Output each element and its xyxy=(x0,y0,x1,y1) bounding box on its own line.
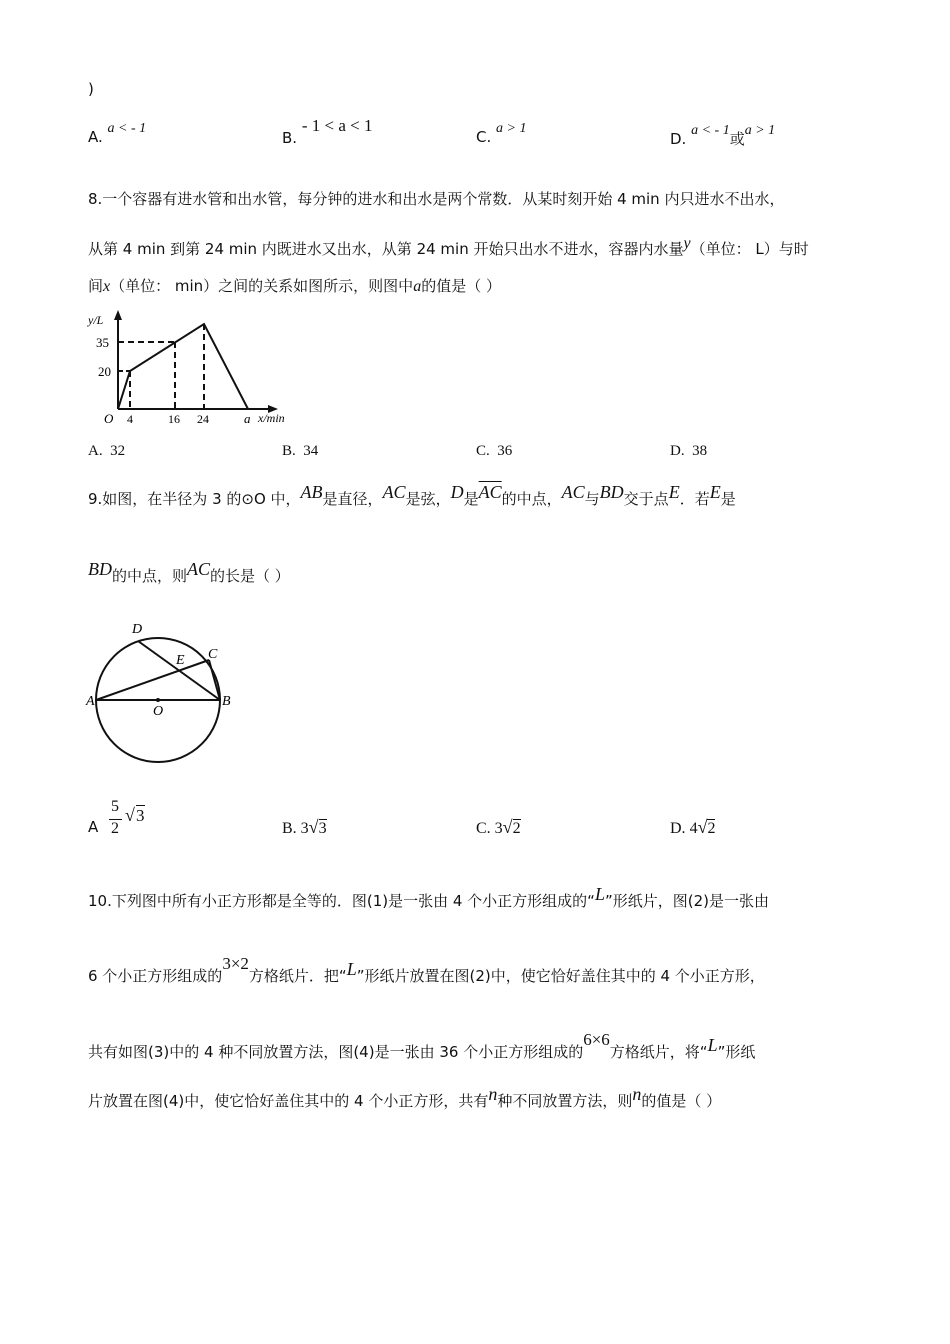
option-value: 36 xyxy=(497,443,513,459)
text: ”形纸片，图(2)是一张由 xyxy=(604,892,770,910)
math-n: n xyxy=(632,1084,642,1104)
fraction-numerator: 5 xyxy=(111,798,119,815)
text: 交于点 xyxy=(623,490,669,508)
math-n: n xyxy=(488,1084,498,1104)
text: 从第 4 min 到第 24 min 内既进水又出水，从第 24 min 开始只出水不进水，容器内水量 xyxy=(88,240,684,258)
q9-line-2 xyxy=(88,559,290,586)
text: 的中点， xyxy=(501,490,562,508)
text: 的值是（ ） xyxy=(641,1092,722,1110)
text: 间 xyxy=(88,277,104,295)
radicand: 3 xyxy=(136,806,145,825)
option-letter: C. xyxy=(476,443,490,459)
q9-option-c xyxy=(476,817,521,838)
q9-option-b xyxy=(282,817,327,838)
coefficient: 3 xyxy=(494,820,503,837)
math-bd: BD xyxy=(599,482,624,502)
text: 是 xyxy=(720,490,736,508)
option-letter: B. xyxy=(282,443,296,459)
water-line xyxy=(118,324,248,409)
option-expr: - 1 < a < 1 xyxy=(301,116,373,135)
option-expr: a > 1 xyxy=(496,121,527,136)
sqrt-icon: √ xyxy=(502,817,513,837)
text: 6 个小正方形组成的 xyxy=(88,967,223,985)
q8-line-1: 8.一个容器有进水管和出水管，每分钟的进水和出水是两个常数．从某时刻开始 4 min 内只进水不出水， xyxy=(88,190,785,208)
text: 方格纸片．把“ xyxy=(248,967,347,985)
fraction-denominator: 2 xyxy=(111,820,119,837)
q10-line-2 xyxy=(88,954,765,986)
x-tick-16: 16 xyxy=(168,412,180,426)
text: ．若 xyxy=(679,490,710,508)
text: 共有如图(3)中的 4 种不同放置方法，图(4)是一张由 36 个小正方形组成的 xyxy=(88,1043,584,1061)
math-ac: AC xyxy=(382,482,406,502)
q10-line-4 xyxy=(88,1084,722,1111)
text: 9.如图，在半径为 3 的⊙O 中， xyxy=(88,490,301,508)
var-y: y xyxy=(683,235,691,252)
var-a: a xyxy=(413,278,422,295)
math-d: D xyxy=(450,482,464,502)
coefficient: 4 xyxy=(689,820,698,837)
text: 10.下列图中所有小正方形都是全等的．图(1)是一张由 4 个小正方形组成的“ xyxy=(88,892,595,910)
option-letter: D. xyxy=(670,443,685,459)
option-letter: B. xyxy=(282,129,298,147)
math-ab: AB xyxy=(300,482,323,502)
coefficient: 3 xyxy=(300,820,309,837)
y-tick-35: 35 xyxy=(96,335,109,350)
option-joiner: 或 xyxy=(729,130,745,148)
option-expr-2: a > 1 xyxy=(744,123,776,138)
q7-option-a xyxy=(88,121,147,147)
y-tick-20: 20 xyxy=(98,364,111,379)
option-letter: A xyxy=(88,818,99,836)
radicand: 2 xyxy=(512,820,521,837)
q10-line-3 xyxy=(88,1030,756,1062)
text: （单位： L）与时 xyxy=(690,240,809,258)
y-axis-arrow xyxy=(114,310,122,320)
q7-option-c xyxy=(476,121,527,147)
math-l: L xyxy=(346,959,357,979)
option-value: 38 xyxy=(692,443,708,459)
center-o xyxy=(156,698,160,702)
option-letter: C. xyxy=(476,128,492,146)
label-b: B xyxy=(222,694,231,709)
math-6x6: 6×6 xyxy=(583,1030,610,1049)
text: 与 xyxy=(584,490,600,508)
math-ac: AC xyxy=(561,482,585,502)
q8-option-d xyxy=(670,443,707,460)
label-c: C xyxy=(208,647,218,662)
option-value: 34 xyxy=(303,443,319,459)
text: 是直径， xyxy=(322,490,383,508)
option-letter: B. xyxy=(282,820,297,837)
option-letter: C. xyxy=(476,820,491,837)
text: 的长是（ ） xyxy=(210,567,290,585)
q8-line-3 xyxy=(88,275,501,296)
text: （单位： min）之间的关系如图所示，则图中 xyxy=(110,277,414,295)
q9-circle-figure xyxy=(84,614,244,790)
q7-option-d xyxy=(670,123,776,149)
sqrt-icon: √ xyxy=(308,817,319,837)
text: 片放置在图(4)中，使它恰好盖住其中的 4 个小正方形，共有 xyxy=(88,1092,489,1110)
origin-label: O xyxy=(104,411,114,426)
text: 是 xyxy=(463,490,479,508)
q8-water-graph xyxy=(86,308,300,430)
math-e: E xyxy=(668,482,680,502)
text: 的值是（ ） xyxy=(421,277,501,295)
y-axis-label: y/L xyxy=(88,313,104,327)
option-expr: a < - 1 xyxy=(691,123,730,138)
x-axis-label: x/min xyxy=(258,411,285,425)
radicand: 2 xyxy=(707,820,716,837)
math-arc-ac: $\overline{AC}$ xyxy=(478,482,502,502)
option-value: 32 xyxy=(110,443,126,459)
text: 的中点，则 xyxy=(112,567,188,585)
q9-line-1 xyxy=(88,482,736,509)
q9-option-d xyxy=(670,817,715,838)
option-expr: a < - 1 xyxy=(107,121,147,136)
q7-option-b xyxy=(282,116,373,148)
math-3x2: 3×2 xyxy=(222,954,249,973)
math-e: E xyxy=(709,482,721,502)
option-letter: A. xyxy=(88,443,103,459)
q8-option-b xyxy=(282,443,318,460)
radicand: 3 xyxy=(318,820,327,837)
sqrt-icon: √ xyxy=(697,817,708,837)
option-letter: D. xyxy=(670,820,686,837)
math-l: L xyxy=(707,1035,718,1055)
text: 是弦， xyxy=(405,490,451,508)
sqrt-icon: √ xyxy=(125,805,135,825)
text: 方格纸片，将“ xyxy=(609,1043,708,1061)
label-d: D xyxy=(132,622,143,637)
q10-line-1 xyxy=(88,884,770,911)
option-letter: D. xyxy=(670,130,687,148)
math-bd: BD xyxy=(88,559,112,579)
x-tick-4: 4 xyxy=(127,412,133,426)
label-o: O xyxy=(153,704,164,719)
text: ”形纸 xyxy=(717,1043,756,1061)
q7-paren: ) xyxy=(88,80,94,98)
var-x: x xyxy=(103,278,111,295)
text: ”形纸片放置在图(2)中，使它恰好盖住其中的 4 个小正方形， xyxy=(356,967,765,985)
math-l: L xyxy=(594,884,605,904)
x-tick-24: 24 xyxy=(197,412,209,426)
text: 种不同放置方法，则 xyxy=(497,1092,633,1110)
option-letter: A. xyxy=(88,128,103,146)
math-ac: AC xyxy=(187,559,211,579)
label-a: A xyxy=(86,694,95,709)
q8-line-2 xyxy=(88,235,809,259)
q8-option-c xyxy=(476,443,512,460)
label-e: E xyxy=(176,653,185,668)
x-tick-a: a xyxy=(244,411,251,426)
q8-option-a xyxy=(88,443,125,460)
